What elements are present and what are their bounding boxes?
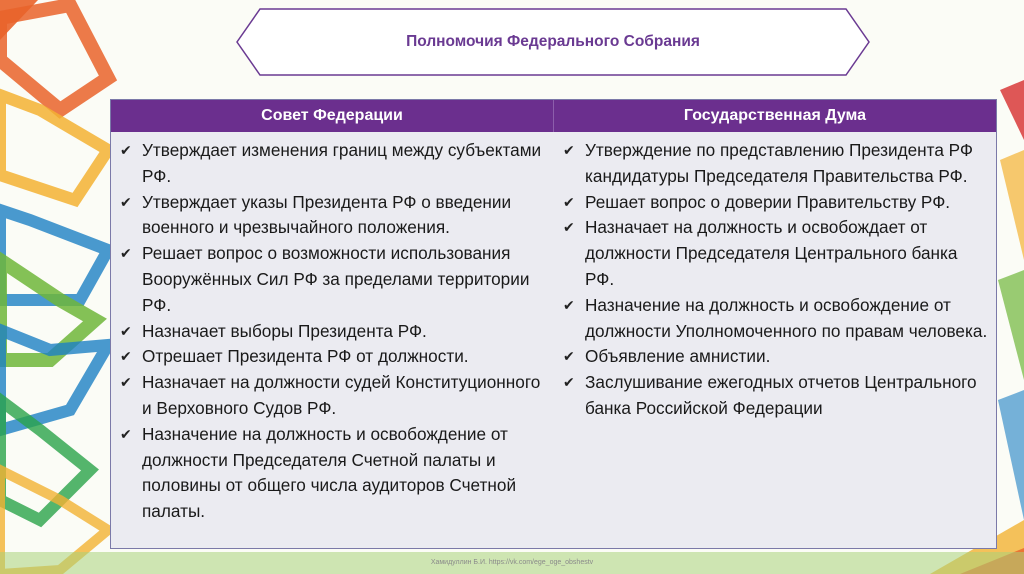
- checkmark-icon: ✔: [563, 296, 575, 313]
- list-item: ✔ Назначение на должность и освобождение от должности Уполномоченного по правам человека.: [563, 294, 988, 341]
- list-item: ✔ Решает вопрос о доверии Правительству РФ.: [561, 190, 988, 216]
- checkmark-icon: ✔: [563, 193, 575, 210]
- header-state-duma: Государственная Дума: [553, 100, 996, 132]
- checkmark-icon: ✔: [120, 245, 132, 262]
- list-item: ✔ Назначает на должность и освобождает от должности Председателя Центрального банка РФ.: [563, 217, 958, 289]
- column-state-duma: [553, 132, 996, 525]
- checkmark-icon: ✔: [120, 425, 132, 442]
- page-title: Полномочия Федерального Собрания: [406, 33, 700, 50]
- list-item: ✔ Заслушивание ежегодных отчетов Центрального банка Российской Федерации: [563, 372, 977, 418]
- checkmark-icon: ✔: [563, 142, 575, 158]
- checkmark-icon: ✔: [120, 142, 132, 158]
- title-banner: [236, 8, 870, 76]
- checkmark-icon: ✔: [120, 348, 132, 365]
- powers-table: [110, 99, 997, 549]
- footer-credit: Хамидуллин Б.И. https://vk.com/ege_oge_obshestv: [430, 559, 594, 566]
- checkmark-icon: ✔: [563, 219, 575, 236]
- checkmark-icon: ✔: [120, 322, 132, 339]
- list-item: ✔ Назначение на должность и освобождение от должности Председателя Счетной палаты и половины от общего числа аудиторов Счетной палаты.: [120, 423, 517, 522]
- checkmark-icon: ✔: [563, 348, 575, 365]
- list-item: ✔ Утверждает изменения границ между субъектами РФ.: [120, 140, 542, 186]
- list-item: ✔ Назначает выборы Президента РФ.: [118, 319, 545, 345]
- table-header: [111, 100, 996, 132]
- header-federation-council: Совет Федерации: [261, 107, 403, 124]
- list-item: ✔ Назначает на должности судей Конституционного и Верховного Судов РФ.: [120, 372, 541, 418]
- list-item: ✔ Утверждение по представлению Президента РФ кандидатуры Председателя Правительства РФ.: [563, 140, 973, 186]
- list-item: ✔ Объявление амнистии.: [561, 344, 988, 370]
- checkmark-icon: ✔: [563, 374, 575, 391]
- column-federation-council: [111, 132, 553, 525]
- checkmark-icon: ✔: [120, 374, 132, 391]
- list-item: ✔ Отрешает Президента РФ от должности.: [118, 344, 545, 370]
- table-body: [111, 132, 996, 525]
- list-item: ✔ Утверждает указы Президента РФ о введении военного и чрезвычайного положения.: [120, 191, 512, 238]
- checkmark-icon: ✔: [120, 193, 132, 210]
- list-item: ✔ Решает вопрос о возможности использования Вооружённых Сил РФ за пределами территории РФ.: [120, 243, 530, 315]
